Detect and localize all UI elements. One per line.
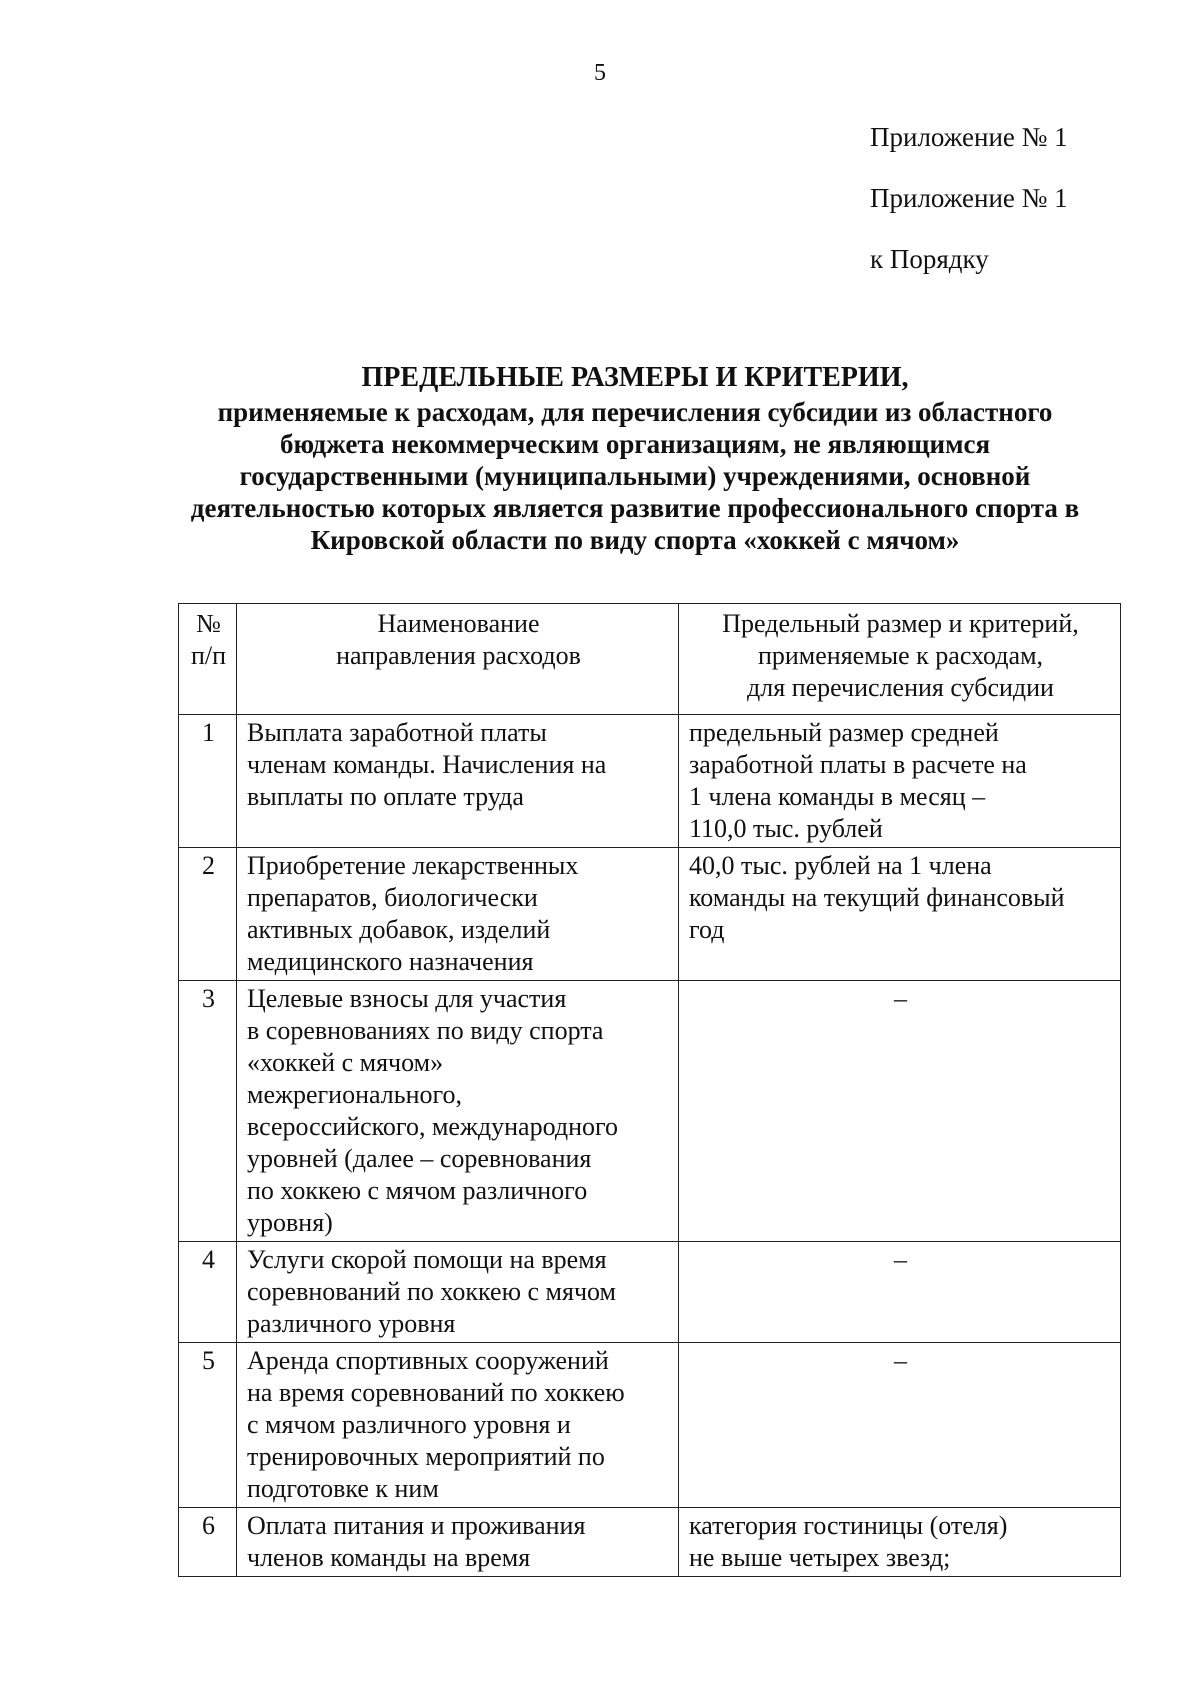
table-row — [179, 1508, 1121, 1577]
table-row — [179, 1343, 1121, 1508]
page-number: 5 — [594, 60, 606, 86]
expense-direction-cell: Приобретение лекарственных препаратов, биологически активных добавок, изделий медицинского назначения — [237, 848, 679, 981]
appendix-label-repeat: Приложение № 1 — [870, 183, 1068, 213]
header-limit-criterion: Предельный размер и критерий, применяемые к расходам, для перечисления субсидии — [679, 604, 1121, 715]
criteria-table — [178, 603, 1121, 1577]
expense-direction-cell: Оплата питания и проживания членов команды на время — [237, 1508, 679, 1577]
title-main: ПРЕДЕЛЬНЫЕ РАЗМЕРЫ И КРИТЕРИИ, — [361, 362, 909, 393]
row-number: 5 — [179, 1343, 237, 1508]
row-number: 6 — [179, 1508, 237, 1577]
title-line: государственными (муниципальными) учреждениями, основной — [239, 461, 1031, 491]
expense-direction-cell: Услуги скорой помощи на время соревнований по хоккею с мячом различного уровня — [237, 1242, 679, 1343]
table-header-row — [179, 604, 1121, 715]
appendix-label: Приложение № 1 — [870, 122, 1068, 152]
title-line: применяемые к расходам, для перечисления субсидии из областного — [217, 397, 1053, 427]
limit-criterion-cell: категория гостиницы (отеля) не выше четырех звезд; — [679, 1508, 1121, 1577]
limit-criterion-cell: – — [679, 1343, 1121, 1508]
limit-criterion-cell: предельный размер средней заработной платы в расчете на 1 члена команды в месяц – 110,0 тыс. рублей — [679, 715, 1121, 848]
table-row — [179, 848, 1121, 981]
header-expense-direction: Наименование направления расходов — [237, 604, 679, 715]
title-line: Кировской области по виду спорта «хоккей с мячом» — [310, 525, 960, 555]
limit-criterion-cell: – — [679, 981, 1121, 1242]
table-row — [179, 981, 1121, 1242]
title-line: деятельностью которых является развитие профессионального спорта в — [190, 493, 1080, 523]
table-row — [179, 715, 1121, 848]
row-number: 4 — [179, 1242, 237, 1343]
table-row — [179, 1242, 1121, 1343]
expense-direction-cell: Целевые взносы для участия в соревнованиях по виду спорта «хоккей с мячом» межрегионального, всероссийского, международного уровней (далее – соревнования по хоккею с мячом различного уровня) — [237, 981, 679, 1242]
row-number: 3 — [179, 981, 237, 1242]
expense-direction-cell: Аренда спортивных сооружений на время соревнований по хоккею с мячом различного уровня и тренировочных мероприятий по подготовке к ним — [237, 1343, 679, 1508]
row-number: 2 — [179, 848, 237, 981]
expense-direction-cell: Выплата заработной платы членам команды. Начисления на выплаты по оплате труда — [237, 715, 679, 848]
document-title — [150, 362, 1120, 556]
limit-criterion-cell: – — [679, 1242, 1121, 1343]
title-line: бюджета некоммерческим организациям, не являющимся — [279, 429, 991, 459]
limit-criterion-cell: 40,0 тыс. рублей на 1 члена команды на текущий финансовый год — [679, 848, 1121, 981]
appendix-reference: к Порядку — [870, 244, 989, 274]
header-number: № п/п — [179, 604, 237, 715]
row-number: 1 — [179, 715, 237, 848]
